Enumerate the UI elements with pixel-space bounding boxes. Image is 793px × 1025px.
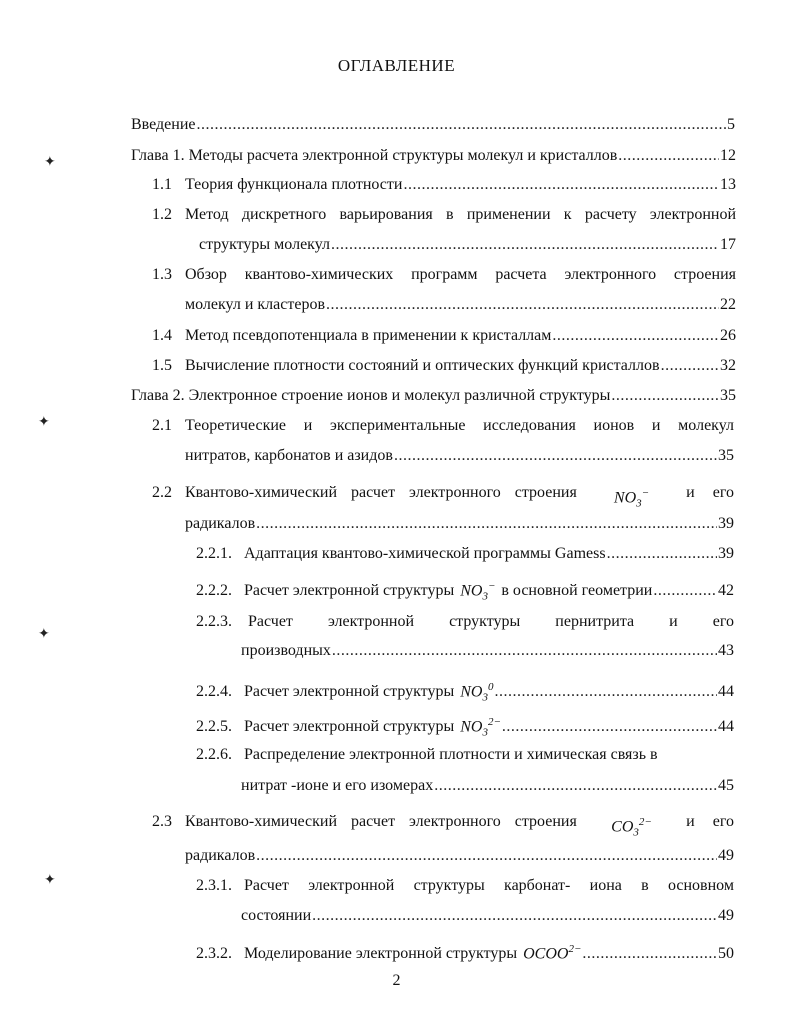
formula-sub: 3 bbox=[482, 691, 488, 704]
leader-dots bbox=[661, 355, 719, 377]
leader-dots bbox=[618, 145, 719, 167]
toc-entry-number: 2.3.1. bbox=[196, 877, 232, 894]
toc-entry-title: Распределение электронной плотности и химическая связь в bbox=[244, 746, 658, 763]
formula-base: OCOO bbox=[523, 945, 569, 963]
toc-entry-number: 1.5 bbox=[152, 357, 172, 374]
toc-entry-number: 2.1 bbox=[152, 417, 172, 434]
toc-entry-title-after: и его bbox=[686, 813, 734, 830]
formula-sub: 3 bbox=[482, 726, 488, 739]
toc-entry-2-2-5[interactable] bbox=[196, 711, 734, 739]
toc-entry-title-cont: радикалов bbox=[185, 515, 256, 532]
formula-sub: 3 bbox=[482, 590, 488, 603]
toc-entry-title-cont: нитратов, карбонатов и азидов bbox=[185, 447, 393, 464]
leader-dots bbox=[256, 513, 717, 535]
formula-sup: 2− bbox=[487, 716, 501, 728]
toc-entry-title-after: и его bbox=[686, 484, 734, 501]
toc-entry-title: Расчет электронной структуры карбонат- иона в основном bbox=[244, 877, 734, 894]
margin-mark-icon: ✦ bbox=[44, 873, 56, 888]
margin-mark-icon: ✦ bbox=[38, 415, 50, 430]
toc-entry-title-cont: молекул и кластеров bbox=[185, 296, 325, 313]
toc-entry-2-1[interactable] bbox=[152, 415, 734, 437]
toc-entry-2-2[interactable] bbox=[152, 482, 734, 510]
toc-entry-title: Квантово-химический расчет электронного строения bbox=[185, 813, 577, 830]
toc-entry-page: 32 bbox=[720, 357, 736, 374]
formula-sub: 3 bbox=[633, 826, 639, 839]
toc-entry-page: 22 bbox=[720, 296, 736, 313]
toc-entry-number: 2.2.2. bbox=[196, 582, 232, 600]
leader-dots bbox=[434, 775, 717, 797]
toc-entry-number: 2.2.1. bbox=[196, 545, 232, 562]
toc-entry-title: Введение bbox=[131, 116, 196, 133]
toc-entry-title-cont: структуры молекул bbox=[199, 236, 330, 253]
leader-dots bbox=[552, 325, 719, 347]
formula-base: NO bbox=[613, 489, 637, 507]
leader-dots bbox=[197, 114, 727, 136]
toc-entry-intro[interactable] bbox=[131, 114, 735, 136]
toc-entry-page: 26 bbox=[720, 327, 736, 344]
toc-entry-number: 1.2 bbox=[152, 206, 172, 223]
toc-entry-number: 2.3 bbox=[152, 813, 172, 830]
toc-entry-page: 45 bbox=[718, 777, 734, 794]
toc-entry-number: 2.2.4. bbox=[196, 683, 232, 701]
toc-entry-2-1-cont[interactable] bbox=[185, 445, 734, 467]
formula-sup: − bbox=[487, 580, 496, 592]
toc-entry-2-2-1[interactable] bbox=[196, 543, 734, 565]
toc-entry-title-cont: производных bbox=[241, 642, 331, 659]
toc-entry-page: 17 bbox=[720, 236, 736, 253]
toc-entry-number: 1.3 bbox=[152, 266, 172, 283]
toc-entry-number: 1.1 bbox=[152, 176, 172, 193]
formula-no3-minus bbox=[614, 482, 649, 515]
toc-entry-2-2-6-cont[interactable] bbox=[241, 775, 734, 797]
toc-entry-title: Глава 1. Методы расчета электронной структуры молекул и кристаллов bbox=[131, 147, 618, 164]
toc-entry-2-3-1[interactable] bbox=[196, 875, 734, 897]
formula-sup: 2− bbox=[638, 816, 652, 828]
toc-entry-title-wrap bbox=[185, 811, 734, 844]
toc-entry-title: Глава 2. Электронное строение ионов и молекул различной структуры bbox=[131, 387, 611, 404]
toc-entry-2-2-6[interactable] bbox=[196, 744, 701, 766]
toc-entry-2-2-4[interactable] bbox=[196, 676, 734, 704]
leader-dots bbox=[332, 640, 717, 662]
toc-entry-page: 43 bbox=[718, 642, 734, 659]
leader-dots bbox=[256, 845, 717, 867]
toc-entry-chapter-2[interactable] bbox=[131, 385, 736, 407]
toc-entry-1-2-cont[interactable] bbox=[199, 234, 736, 256]
formula-base: NO bbox=[460, 718, 483, 736]
margin-mark-icon: ✦ bbox=[38, 627, 50, 642]
toc-entry-title: Квантово-химический расчет электронного строения bbox=[185, 484, 577, 501]
toc-entry-title: Обзор квантово-химических программ расчета электронного строения bbox=[185, 266, 736, 283]
toc-entry-page: 49 bbox=[718, 907, 734, 924]
toc-entry-1-1[interactable] bbox=[152, 174, 736, 196]
toc-entry-1-2[interactable] bbox=[152, 204, 736, 226]
formula-sup: − bbox=[641, 487, 650, 499]
toc-entry-page: 35 bbox=[718, 447, 734, 464]
toc-entry-title-cont: состоянии bbox=[241, 907, 312, 924]
toc-entry-2-2-3[interactable] bbox=[196, 611, 734, 633]
toc-entry-2-2-2[interactable] bbox=[196, 575, 734, 603]
toc-entry-page: 5 bbox=[727, 116, 735, 133]
formula-base: NO bbox=[460, 582, 483, 600]
toc-entry-title: Метод псевдопотенциала в применении к кристаллам bbox=[185, 327, 552, 344]
leader-dots bbox=[582, 943, 717, 965]
toc-entry-1-4[interactable] bbox=[152, 325, 736, 347]
toc-entry-page: 12 bbox=[720, 147, 736, 164]
toc-entry-1-3[interactable] bbox=[152, 264, 736, 286]
leader-dots bbox=[494, 681, 717, 703]
page-title: ОГЛАВЛЕНИЕ bbox=[337, 56, 456, 75]
margin-mark-icon: ✦ bbox=[44, 155, 56, 170]
leader-dots bbox=[611, 385, 719, 407]
formula-no3-zero bbox=[460, 676, 493, 709]
toc-entry-title-cont: радикалов bbox=[185, 847, 256, 864]
toc-entry-2-3[interactable] bbox=[152, 811, 734, 839]
leader-dots bbox=[403, 174, 719, 196]
leader-dots bbox=[653, 580, 717, 602]
toc-entry-page: 39 bbox=[718, 545, 734, 562]
toc-entry-2-3-1-cont[interactable] bbox=[241, 905, 734, 927]
toc-entry-2-3-2[interactable] bbox=[196, 938, 734, 963]
toc-entry-page: 39 bbox=[718, 515, 734, 532]
formula-no3-minus bbox=[460, 575, 495, 608]
toc-entry-1-5[interactable] bbox=[152, 355, 736, 377]
toc-entry-number: 2.3.2. bbox=[196, 945, 232, 963]
leader-dots bbox=[326, 294, 719, 316]
leader-dots bbox=[394, 445, 717, 467]
toc-entry-title: Вычисление плотности состояний и оптических функций кристаллов bbox=[185, 357, 660, 374]
toc-entry-page: 50 bbox=[718, 945, 734, 963]
toc-entry-2-3-cont[interactable] bbox=[185, 845, 734, 867]
toc-entry-chapter-1[interactable] bbox=[131, 145, 736, 167]
leader-dots bbox=[502, 716, 717, 738]
formula-base: CO bbox=[611, 818, 634, 836]
formula-no3-2minus bbox=[460, 711, 501, 744]
formula-sup: 0 bbox=[487, 681, 494, 693]
toc-entry-number: 1.4 bbox=[152, 327, 172, 344]
toc-entry-title: Теория функционала плотности bbox=[185, 176, 403, 193]
leader-dots bbox=[607, 543, 717, 565]
formula-sub: 3 bbox=[636, 497, 642, 510]
toc-entry-page: 44 bbox=[718, 683, 734, 701]
toc-entry-title-cont: нитрат -ионе и его изомерах bbox=[241, 777, 434, 794]
leader-dots bbox=[312, 905, 717, 927]
toc-entry-1-3-cont[interactable] bbox=[185, 294, 736, 316]
toc-entry-title: Расчет электронной структуры bbox=[244, 683, 455, 701]
toc-entry-number: 2.2.5. bbox=[196, 718, 232, 736]
toc-entry-number: 2.2 bbox=[152, 484, 172, 501]
toc-entry-number: 2.2.3. bbox=[196, 613, 232, 630]
formula-co3-2minus bbox=[611, 811, 652, 844]
toc-entry-page: 13 bbox=[720, 176, 736, 193]
toc-entry-2-2-3-cont[interactable] bbox=[241, 640, 734, 662]
formula-base: NO bbox=[460, 683, 483, 701]
page-number: 2 bbox=[392, 972, 401, 989]
leader-dots bbox=[331, 234, 719, 256]
toc-entry-title: Расчет электронной структуры bbox=[244, 582, 455, 600]
toc-entry-title: Метод дискретного варьирования в применении к расчету электронной bbox=[185, 206, 736, 223]
toc-entry-page: 42 bbox=[718, 582, 734, 600]
toc-entry-page: 44 bbox=[718, 718, 734, 736]
toc-entry-title: Расчет электронной структуры пернитрита и его bbox=[248, 613, 734, 630]
toc-entry-title: Моделирование электронной структуры bbox=[244, 945, 518, 963]
toc-entry-title: Адаптация квантово-химической программы Gamess bbox=[244, 545, 606, 562]
toc-entry-2-2-cont[interactable] bbox=[185, 513, 734, 535]
toc-entry-title-wrap bbox=[185, 482, 734, 515]
toc-entry-page: 35 bbox=[720, 387, 736, 404]
toc-entry-title-after: в основной геометрии bbox=[501, 582, 653, 600]
toc-entry-title: Расчет электронной структуры bbox=[244, 718, 455, 736]
formula-ocoo-2minus bbox=[523, 938, 581, 965]
toc-entry-number: 2.2.6. bbox=[196, 746, 232, 763]
toc-entry-title: Теоретические и экспериментальные исследования ионов и молекул bbox=[185, 417, 734, 434]
formula-sup: 2− bbox=[568, 943, 582, 955]
toc-entry-page: 49 bbox=[718, 847, 734, 864]
